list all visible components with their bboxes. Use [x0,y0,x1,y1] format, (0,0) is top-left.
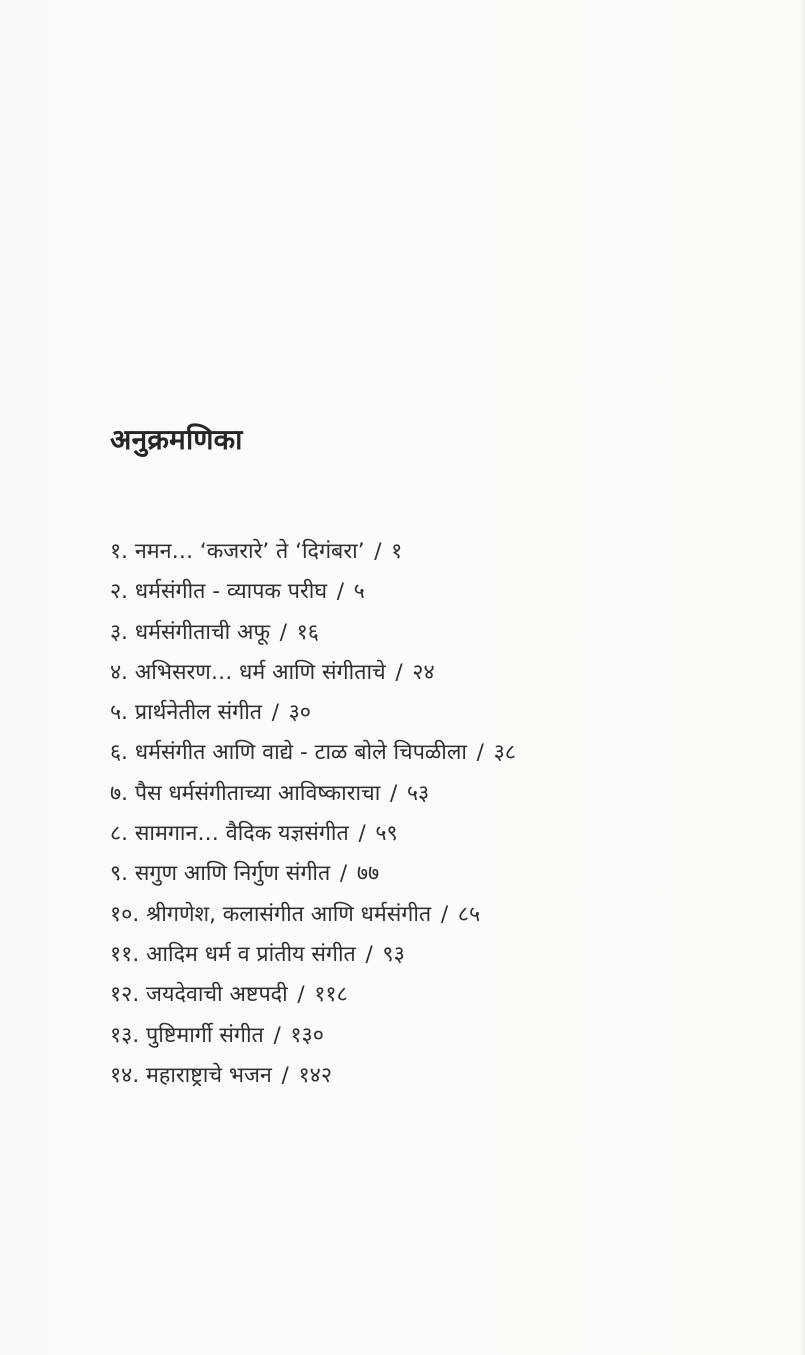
toc-entry-separator: / [374,539,382,564]
toc-entry-title: प्रार्थनेतील संगीत [134,700,263,726]
toc-entry-title: सामगान… वैदिक यज्ञसंगीत [134,821,349,847]
toc-entry [110,895,516,935]
toc-entry-number: ८. [110,821,129,847]
toc-entry-page: १६ [296,619,319,645]
toc-entry-number: ६. [110,740,129,766]
toc-entry-title: आदिम धर्म व प्रांतीय संगीत [146,941,356,967]
toc-entry-page: ३० [288,700,311,726]
table-of-contents [110,532,516,1096]
toc-entry [110,733,516,773]
toc-entry-title: महाराष्ट्राचे भजन [146,1062,272,1088]
toc-entry-page: ९३ [382,941,405,967]
toc-entry-separator: / [281,1062,289,1088]
toc-entry-number: ३. [110,619,129,645]
toc-entry-title: नमन… ‘कजरारे’ ते ‘दिगंबरा’ [134,539,365,564]
toc-entry [110,1056,516,1096]
page-edge-shadow [799,0,805,1355]
toc-entry-title: अभिसरण… धर्म आणि संगीताचे [134,659,386,685]
toc-entry [110,572,516,612]
toc-entry-page: १४२ [298,1062,333,1088]
toc-entry-separator: / [273,1022,281,1048]
toc-entry-separator: / [395,659,403,685]
toc-entry-title: श्रीगणेश, कलासंगीत आणि धर्मसंगीत [146,901,432,927]
toc-entry-page: ५ [353,579,365,605]
toc-entry-separator: / [440,901,449,927]
toc-entry-title: धर्मसंगीत - व्यापक परीघ [134,579,328,605]
toc-entry-title: धर्मसंगीत आणि वाद्ये - टाळ बोले चिपळीला [134,740,467,766]
toc-entry-page: १३० [290,1022,324,1048]
toc-entry-title: जयदेवाची अष्टपदी [146,982,288,1008]
toc-entry-separator: / [365,941,373,967]
toc-entry-page: ३८ [493,740,516,766]
toc-entry-page: २४ [412,659,435,685]
toc-entry-number: ११. [110,941,140,967]
toc-entry-page: ८५ [457,901,481,927]
toc-entry-page: ७७ [356,861,380,887]
toc-entry-page: १ [391,539,403,564]
toc-entry-number: ९. [110,861,129,887]
toc-entry-separator: / [358,821,366,847]
toc-entry-number: ७. [110,780,129,806]
toc-entry-separator: / [389,780,398,806]
toc-entry-title: सगुण आणि निर्गुण संगीत [134,861,331,887]
toc-entry [110,613,516,653]
toc-entry [110,935,516,975]
toc-entry-page: ५९ [375,821,398,847]
toc-entry-number: १३. [110,1022,140,1048]
toc-entry-separator: / [339,861,348,887]
toc-entry-page: ११८ [314,982,348,1008]
toc-entry-number: १. [110,539,129,564]
toc-entry-separator: / [336,579,344,605]
toc-entry-separator: / [476,740,484,766]
toc-entry-number: २. [110,579,129,605]
toc-entry-number: ४. [110,659,129,685]
toc-entry [110,653,516,693]
toc-entry [110,1016,516,1056]
toc-entry [110,693,516,733]
toc-entry-separator: / [297,982,305,1008]
toc-entry-number: ५. [110,700,129,726]
toc-entry-number: १४. [110,1062,140,1088]
page-title: अनुक्रमणिका [110,423,243,456]
toc-entry [110,975,516,1015]
toc-entry [110,532,516,572]
toc-entry [110,774,516,814]
toc-entry-title: धर्मसंगीताची अफू [134,619,271,645]
toc-entry-number: १०. [110,901,140,927]
toc-entry-separator: / [279,619,287,645]
toc-entry-separator: / [271,700,279,726]
toc-entry-title: पैस धर्मसंगीताच्या आविष्काराचा [134,780,381,806]
toc-entry-number: १२. [110,982,140,1008]
toc-entry-title: पुष्टिमार्गी संगीत [146,1022,264,1048]
toc-entry [110,814,516,854]
toc-entry-page: ५३ [406,780,430,806]
toc-entry [110,854,516,894]
